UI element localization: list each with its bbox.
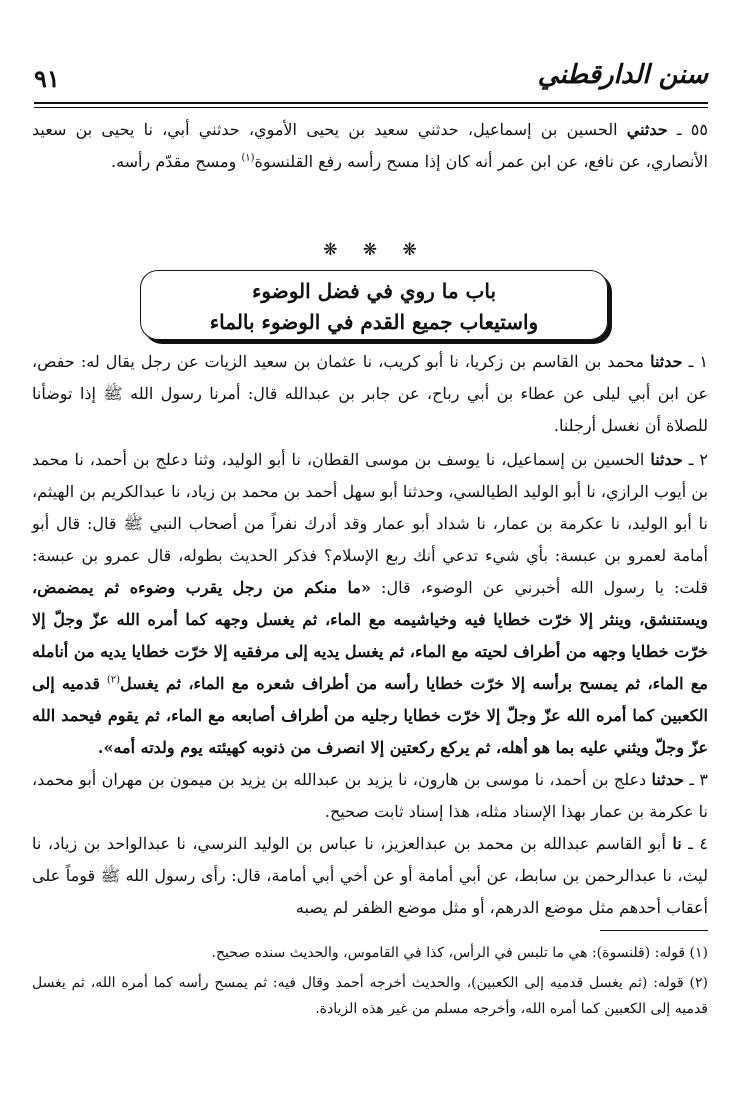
hadith-lead: حدثنا [650,450,683,469]
header-rule-thin [34,107,708,108]
hadith-text: محمد بن القاسم بن زكريا، نا أبو كريب، نا عثمان بن سعيد الزيات عن رجل يقال له: حفص، عن ابن أبي ليلى عن عطاء بن أبي رباح، عن جابر بن عبدالله قال: أمرنا رسول الله ﷺ إذا توضأنا للصلاة أن نغسل أرجلنا. [32,352,709,435]
footnote-text: قوله: (قلنسوة): هي ما تلبس في الرأس، كذا في القاموس، والحديث سنده صحيح. [211,945,686,961]
hadith-number: ٣ ـ [689,770,708,789]
chapter-heading [140,270,608,340]
hadith-lead: حدثنا [651,770,684,789]
footnote-separator [600,930,708,931]
prophetic-text-cont: قدميه إلى الكعبين كما أمره الله عزّ وجلّ إلا خرّت خطايا رجليه من أطراف أصابعه مع الماء، ثم يقوم فيحمد الله عزّ وجلّ ويثني عليه بما هو أهله، ثم يركع ركعتين إلا انصرف من ذنوبه كهيئته يوم ولدته أمه». [32,674,708,757]
hadith-55 [32,114,708,178]
hadith-number: ٥٥ ـ [676,120,708,139]
hadith-lead: حدثني [626,120,668,139]
hadith-number: ٢ ـ [688,450,708,469]
footnote-ref-1[interactable]: (١) [241,152,255,164]
prophetic-text: «ما منكم من رجل يقرب وضوءه ثم يمضمض، ويستنشق، وينثر إلا خرّت خطايا فيه وخياشيمه مع الماء، ثم يغسل وجهه كما أمره الله عزّ وجلّ إلا خرّت خطايا وجهه من أطراف لحيته مع الماء، ثم يغسل يديه إلى مرفقيه إلا خرّت خطايا يديه من أنامله مع الماء، ثم يمسح برأسه إلا خرّت خطايا رأسه من أطراف شعره مع الماء، ثم يغسل [32,578,709,693]
footnote-1 [32,940,708,966]
hadith-text-cont: ومسح مقدّم رأسه. [110,152,237,171]
footnotes [32,940,708,1026]
footnote-2 [32,970,708,1022]
hadith-4 [32,828,708,924]
hadith-number: ٤ ـ [688,834,708,853]
hadith-3 [32,764,708,828]
footnote-text: قوله: (ثم يغسل قدميه إلى الكعبين)، والحديث أخرجه أحمد وقال فيه: ثم يمسح رأسه كما أمره الله، ثم يغسل قدميه إلى الكعبين كما أمره الله، وأخرجه مسلم من غير هذه الزيادة. [32,975,708,1017]
hadith-lead: حدثنا [650,352,683,371]
page-header [34,58,708,104]
hadith-text: الحسين بن إسماعيل، نا يوسف بن موسى القطان، نا أبو الوليد، وثنا دعلج بن أحمد، نا محمد بن أيوب الرازي، نا أبو الوليد الطيالسي، وحدثنا أبو سهل أحمد بن محمد بن زياد، نا عبدالكريم بن الهيثم، نا أبو الوليد، نا عكرمة بن عمار، نا شداد أبو عمار وقد أدرك نفراً من أصحاب النبي ﷺ قال: قال أبو أمامة لعمرو بن عبسة: بأي شيء تدعي أنك ربع الإسلام؟ فذكر الحديث بطوله، قال عمرو بن عبسة: قلت: يا رسول الله أخبرني عن الوضوء، قال: [32,450,709,597]
header-rule [34,102,708,104]
hadith-lead: نا [672,834,682,853]
footnote-number: (٢) [689,975,708,991]
chapter-title-line1: باب ما روي في فضل الوضوء [251,279,497,303]
hadith-text: الحسين بن إسماعيل، حدثني سعيد بن يحيى الأموي، حدثني أبي، نا يحيى بن سعيد الأنصاري، عن نافع، عن ابن عمر أنه كان إذا مسح رأسه رفع القلنسوة [32,120,708,171]
hadith-text: أبو القاسم عبدالله بن محمد بن عبدالعزيز، نا عباس بن الوليد النرسي، نا عبدالواحد بن زياد، نا ليث، نا عبدالرحمن بن سابط، عن أبي أمامة أو عن أخي أبي أمامة، قال: رأى رسول الله ﷺ قوماً على أعقاب أحدهم مثل موضع الدرهم، أو مثل موضع الظفر لم يصبه [32,834,708,917]
hadith-1 [32,346,708,442]
chapter-title-line2: واستيعاب جميع القدم في الوضوء بالماء [209,310,539,334]
page-number: ٩١ [34,64,60,93]
hadith-number: ١ ـ [688,352,709,371]
section-divider-stars: ❋ ❋ ❋ [323,240,427,260]
footnote-ref-2[interactable]: (٢) [106,674,121,686]
hadith-text: دعلج بن أحمد، نا موسى بن هارون، نا يزيد بن عبدالله بن يزيد بن ميمون بن مهران أبو محمد، نا عكرمة بن عمار بهذا الإسناد مثله، هذا إسناد ثابت صحيح. [32,770,708,821]
hadith-2 [32,444,708,764]
footnote-number: (١) [689,945,708,961]
book-title: سنن الدارقطني [537,60,708,90]
